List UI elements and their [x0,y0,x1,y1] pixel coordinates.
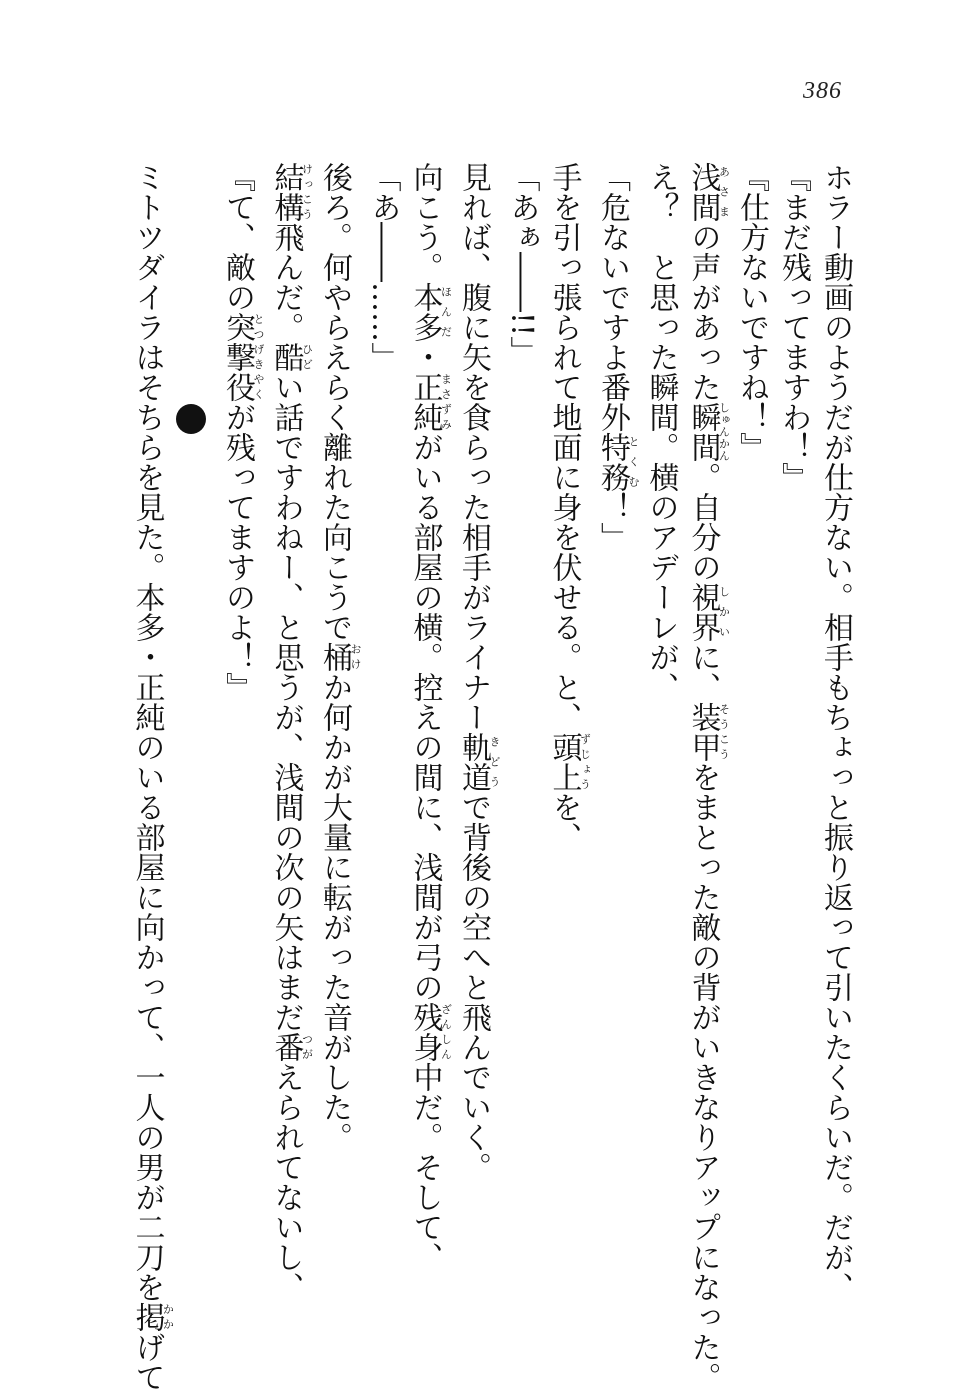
paragraph-1: ホラー動画のようだが仕方ない。相手もちょっと振り返って引いたくらいだ。だが、 [818,162,853,1302]
text-segment: を、 [546,792,582,852]
paragraph-13 [265,162,314,1302]
ruby-zanshin: 残身ざんしん [407,1002,453,1062]
text-segment: か何かが大量に転がった音がした。 [317,672,352,1152]
text-segment: ミトツダイラはそちらを見た。本多・正純のいる部屋に向かって、一人の男が二刀を [129,162,165,1302]
text-segment: げて [129,1332,165,1392]
ruby-tsuga: 番つが [268,1032,314,1062]
text-segment: が残ってますのよ！』 [220,402,255,702]
paragraph-2: 『まだ残ってますわ！』 [776,162,811,492]
text-segment: 向こう。 [407,162,443,282]
text-segment: ！」 [595,492,630,552]
ruby-oke: 桶おけ [317,642,362,672]
text-segment: 後ろ。何やらえらく離れた向こうで [317,162,352,642]
text-segment: がいる部屋の横。控えの間に、浅間が弓の [407,432,443,1002]
paragraph-7 [543,162,592,1282]
paragraph-11: 「あ――……」 [365,162,401,372]
text-segment: に、 [685,642,721,702]
paragraph-6 [591,162,640,1282]
paragraph-5: え？ と思った瞬間。横のアデーレが、 [643,162,679,702]
paragraph-10 [404,162,453,1282]
text-segment: で背後の空へと飛んでいく。 [456,792,491,1182]
text-segment: 飛んだ。 [268,222,304,342]
text-segment: 「危ないですよ番外 [595,162,630,432]
paragraph-8: 「あぁ――!!」 [504,162,540,367]
page-number: 386 [803,78,842,104]
text-segment: ・ [407,342,443,372]
text-segment: の声があった [685,222,721,402]
paragraph-4 [682,162,731,1392]
ruby-shikai: 視界しかい [685,582,731,642]
ruby-masazumi: 正純まさずみ [407,372,453,432]
text-segment: 手を引っ張られて地面に身を伏せる。と、 [546,162,582,732]
ruby-kaka: 掲かか [129,1302,175,1332]
ruby-kidou: 軌道きどう [456,732,501,792]
paragraph-9 [452,162,501,1282]
ruby-kekkou: 結構けっこう [268,162,314,222]
section-gap [174,162,216,1282]
ruby-totsugekiyaku: 突撃役とつげきやく [220,312,265,402]
paragraph-3: 『仕方ないですね！』 [734,162,769,462]
ruby-tokumu: 特務とくむ [595,432,640,492]
ruby-hidoi: 酷ひど [268,342,314,372]
ruby-shunkan: 瞬間しゅんかん [685,402,731,462]
text-segment: えられてないし、 [268,1062,304,1302]
text-segment: 見れば、腹に矢を食らった相手がライナー [456,162,491,732]
ruby-honda: 本多ほんだ [407,282,453,342]
ruby-soukou: 装甲そうこう [685,702,731,762]
paragraph-14 [216,162,265,1282]
text-segment: をまとった敵の背がいきなりアップになった。 [685,762,721,1392]
paragraph-15 [126,162,175,1392]
ruby-zujou: 頭上ずじょう [546,732,592,792]
text-segment: い話ですわねー、と思うが、浅間の次の矢はまだ [268,372,304,1032]
text-segment: 中だ。そして、 [407,1062,443,1272]
ruby-asama: 浅間あさま [685,162,731,222]
paragraph-12 [313,162,362,1282]
text-segment: 『て、敵の [220,162,255,312]
section-break-circle-icon [176,404,206,434]
text-segment: 。自分の [685,462,721,582]
vertical-text-block [126,162,857,1392]
